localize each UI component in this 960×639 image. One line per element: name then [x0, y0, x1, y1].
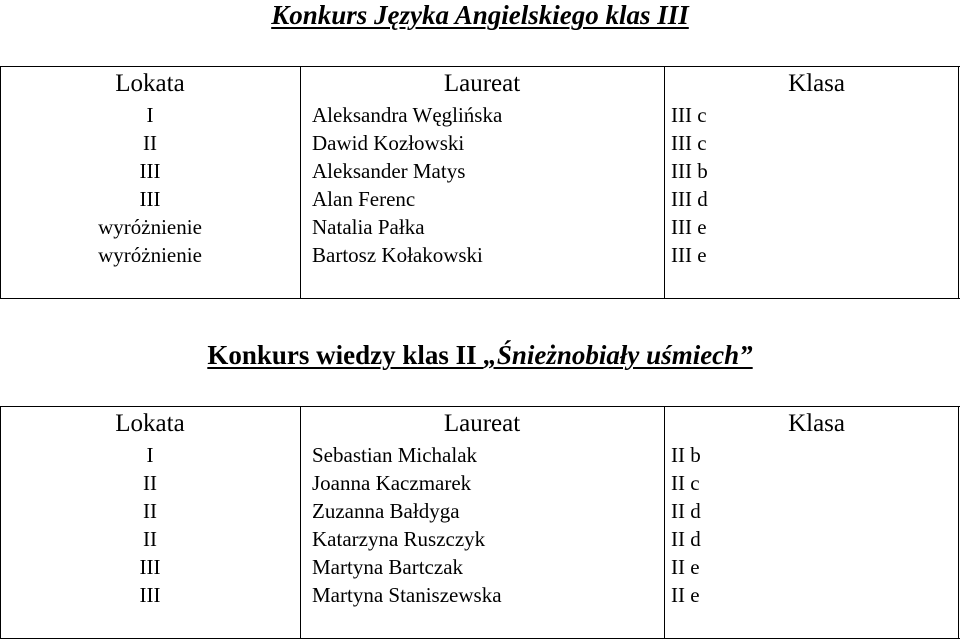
table-row — [0, 213, 960, 241]
cell-laureat: Aleksander Matys — [312, 159, 466, 183]
header-laureat: Laureat — [443, 410, 521, 437]
cell-lokata: III — [139, 583, 161, 607]
section1-table — [0, 66, 960, 299]
cell-laureat: Dawid Kozłowski — [312, 131, 465, 155]
cell-laureat: Martyna Staniszewska — [312, 583, 502, 607]
cell-klasa: II c — [671, 471, 700, 495]
cell-klasa: II b — [671, 443, 701, 467]
cell-klasa: III b — [671, 159, 708, 183]
cell-laureat: Bartosz Kołakowski — [312, 243, 483, 267]
table-row — [0, 157, 960, 185]
header-lokata: Lokata — [115, 70, 185, 97]
table-row — [0, 581, 960, 609]
table-body — [0, 441, 960, 609]
cell-klasa: III c — [671, 103, 707, 127]
table-row — [0, 525, 960, 553]
table-row — [0, 185, 960, 213]
cell-klasa: III e — [671, 243, 707, 267]
cell-klasa: II e — [671, 555, 700, 579]
cell-lokata: I — [146, 103, 154, 127]
section2-title-name: „Śnieżnobiały uśmiech” — [483, 340, 753, 370]
cell-klasa: II d — [671, 527, 701, 551]
cell-lokata: II — [143, 131, 157, 155]
cell-lokata: III — [139, 159, 161, 183]
cell-lokata: III — [139, 555, 161, 579]
cell-lokata: II — [143, 527, 157, 551]
table-row — [0, 241, 960, 269]
cell-laureat: Alan Ferenc — [312, 187, 416, 211]
cell-laureat: Martyna Bartczak — [312, 555, 464, 579]
header-lokata: Lokata — [115, 410, 185, 437]
section1-title: Konkurs Języka Angielskiego klas III — [271, 0, 689, 30]
table-row — [0, 553, 960, 581]
cell-lokata: II — [143, 499, 157, 523]
cell-laureat: Katarzyna Ruszczyk — [312, 527, 486, 551]
table-row — [0, 101, 960, 129]
cell-lokata: II — [143, 471, 157, 495]
cell-laureat: Aleksandra Węglińska — [312, 103, 503, 127]
table-row — [0, 497, 960, 525]
header-laureat: Laureat — [443, 70, 521, 97]
cell-laureat: Joanna Kaczmarek — [312, 471, 472, 495]
cell-klasa: II d — [671, 499, 701, 523]
cell-laureat: Natalia Pałka — [312, 215, 425, 239]
table-row — [0, 129, 960, 157]
cell-lokata: wyróżnienie — [98, 215, 202, 239]
section2-title-prefix: Konkurs wiedzy klas II — [207, 340, 484, 370]
table-row — [0, 441, 960, 469]
section2-table — [0, 406, 960, 639]
cell-laureat: Sebastian Michalak — [312, 443, 478, 467]
cell-laureat: Zuzanna Bałdyga — [312, 499, 460, 523]
cell-klasa: II e — [671, 583, 700, 607]
header-klasa: Klasa — [788, 410, 845, 437]
cell-klasa: III d — [671, 187, 708, 211]
cell-lokata: III — [139, 187, 161, 211]
section2-title — [0, 340, 960, 370]
header-klasa: Klasa — [788, 70, 845, 97]
table-row — [0, 469, 960, 497]
cell-lokata: wyróżnienie — [98, 243, 202, 267]
cell-klasa: III c — [671, 131, 707, 155]
cell-klasa: III e — [671, 215, 707, 239]
cell-lokata: I — [146, 443, 154, 467]
table-body — [0, 101, 960, 269]
